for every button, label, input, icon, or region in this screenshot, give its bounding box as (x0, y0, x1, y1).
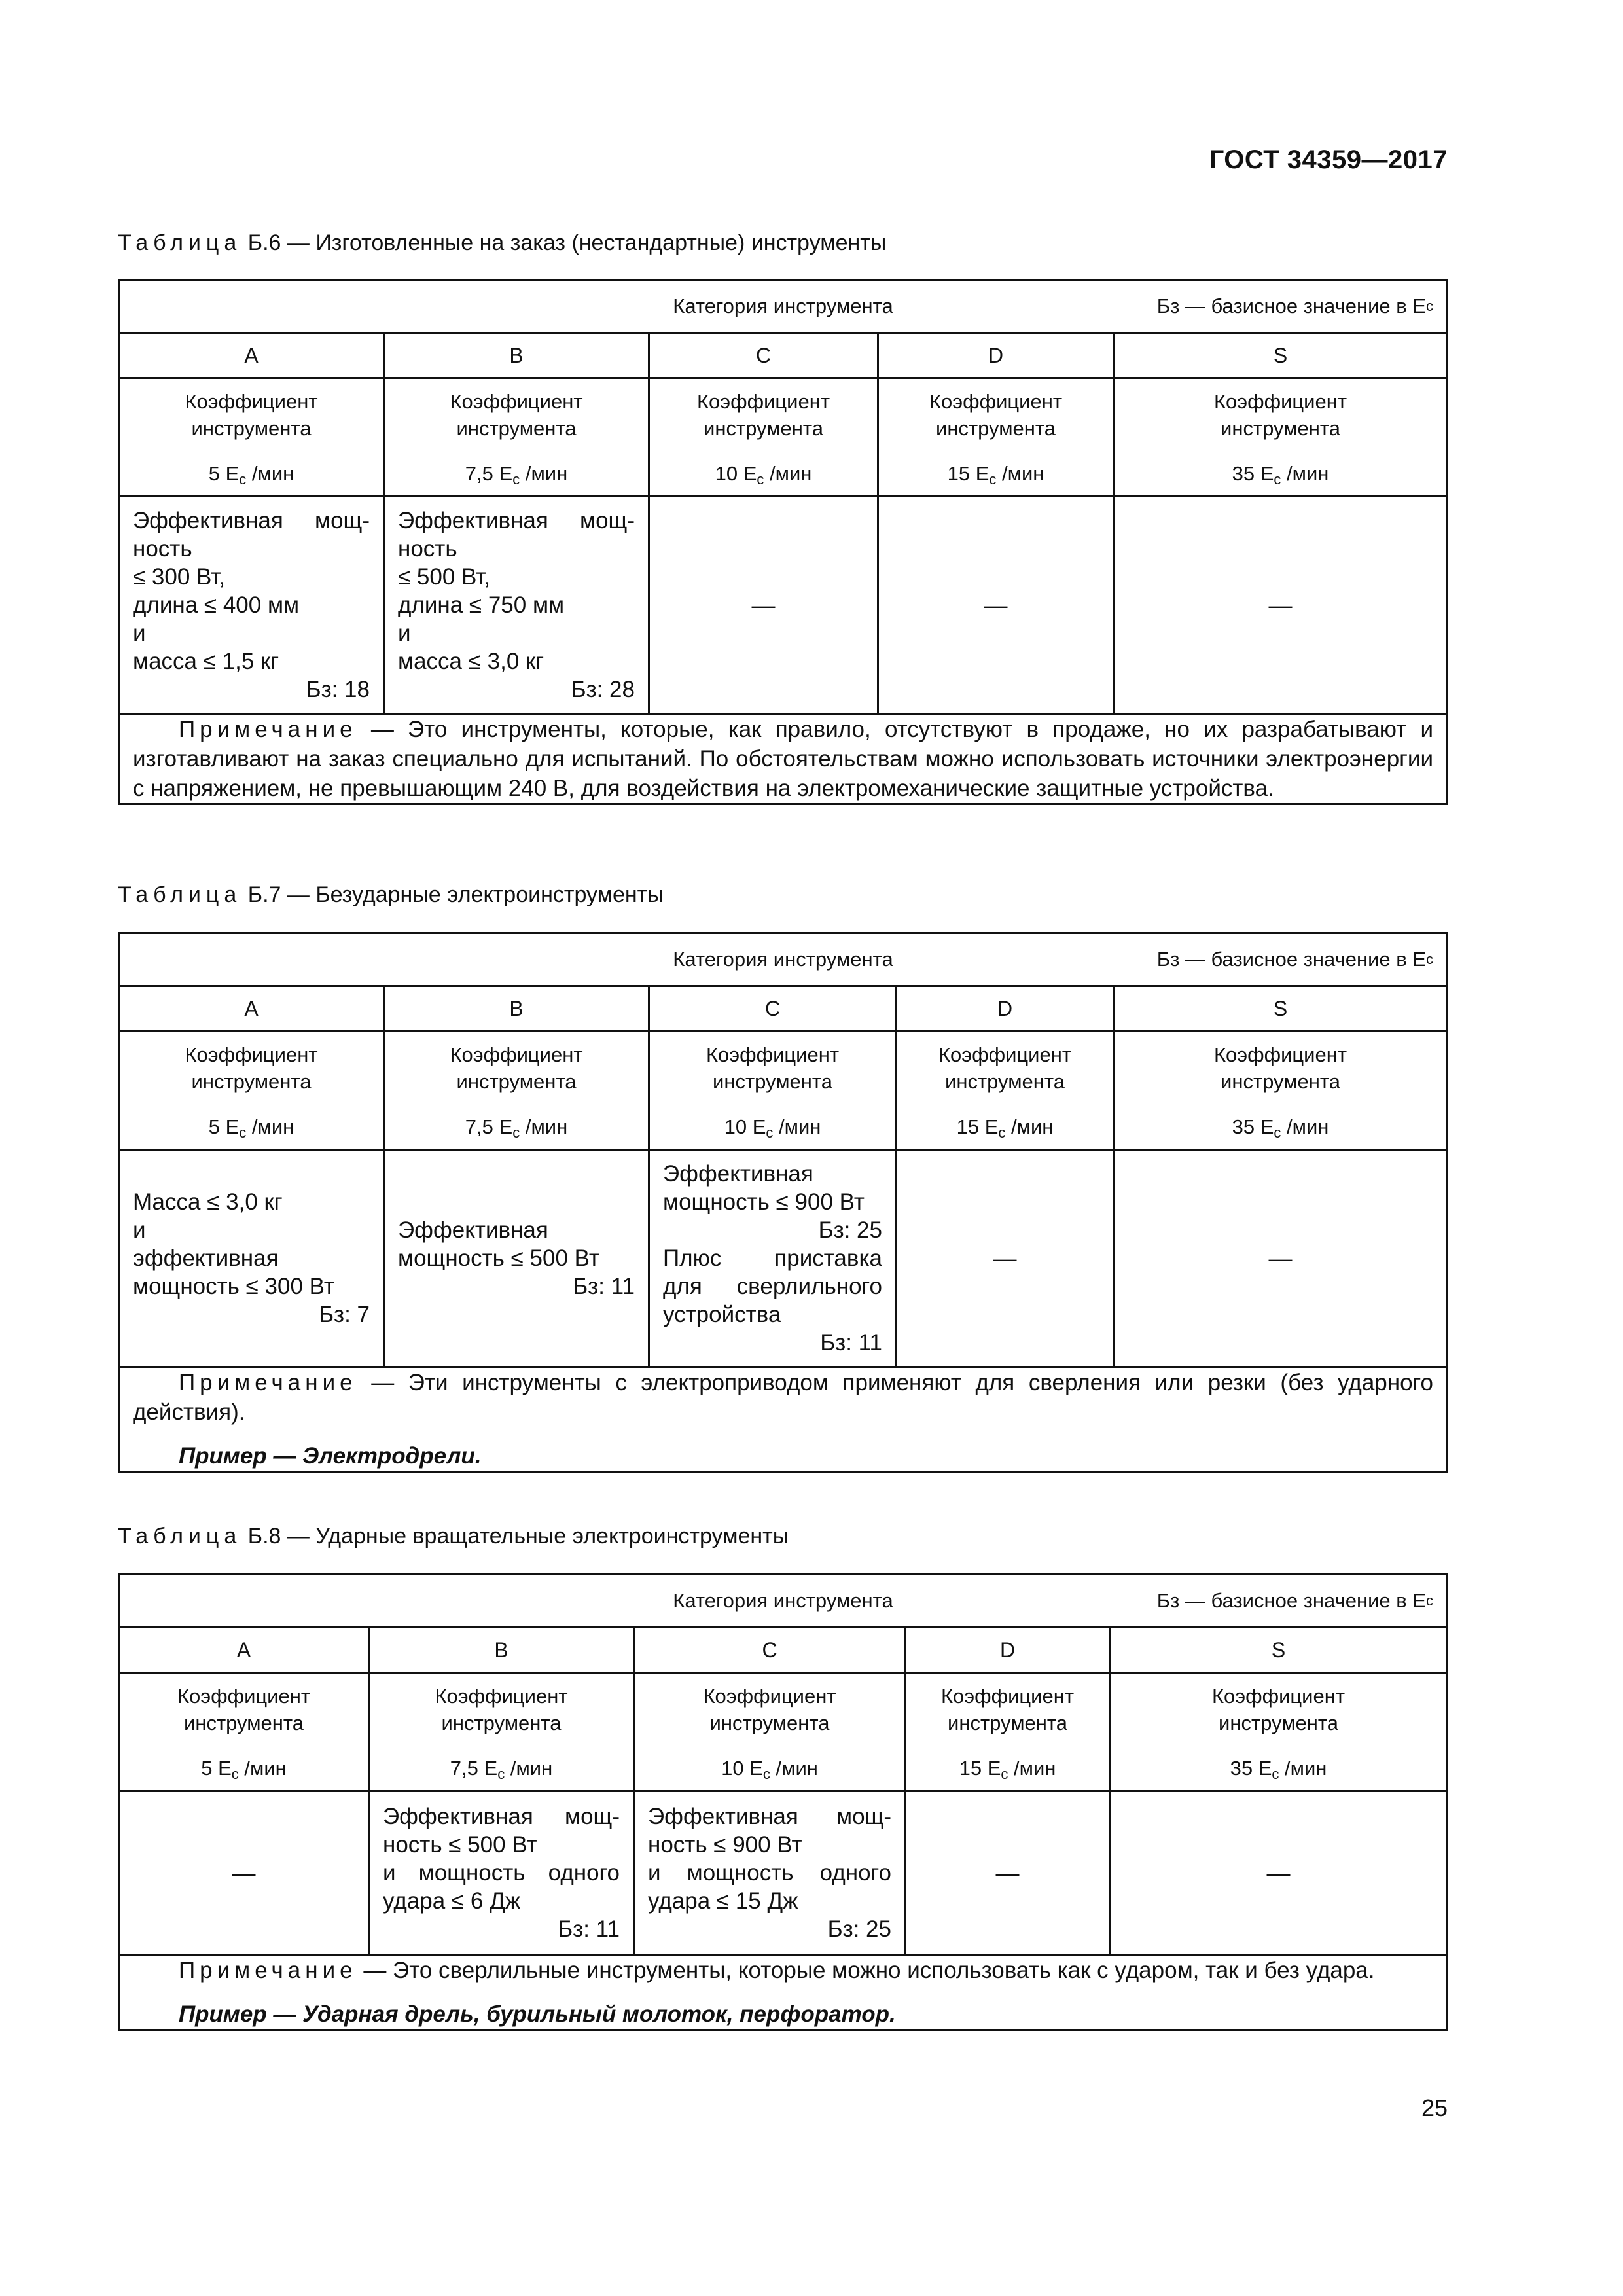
base-value-header: Бз — базисное значение в E c (1156, 1589, 1434, 1612)
base-value: Бз: 11 (573, 1274, 635, 1299)
category-s: S (1114, 333, 1448, 378)
cell-b: Эффективная мощ- ность ≤ 500 Вт, длина ≤ 750 мм и масса ≤ 3,0 кг Бз: 28 (384, 497, 649, 714)
category-c: C (634, 1628, 906, 1673)
caption-label: Таблица (118, 882, 242, 907)
coef-d: Коэффициент инструмента 15 $E_c$ /мин (897, 1031, 1114, 1150)
category-b: B (369, 1628, 634, 1673)
table-note: Примечание — Это инструменты, которые, как правило, отсутствуют в продаже, но их разрабатывают и изготавливают на заказ специально для испытаний. По обстоятельствам можно использовать источники электроэнергии с напряжением, не превышающим 240 В, для воздействия на электромеханические защитные устройства. (119, 714, 1448, 804)
table-caption-b8 (118, 1524, 789, 1549)
category-s: S (1110, 1628, 1448, 1673)
table-caption-b6 (118, 230, 886, 256)
caption-label: Таблица (118, 1524, 242, 1549)
category-a: A (119, 333, 384, 378)
cell-c: — (649, 497, 878, 714)
category-header: Категория инструмента (673, 948, 893, 971)
page-number: 25 (1421, 2094, 1448, 2121)
caption-label: Таблица (118, 230, 242, 255)
table-note: Примечание — Это сверлильные инструменты, которые можно использовать как с ударом, так и без удара. Пример — Ударная дрель, бурильный молоток, перфоратор. (119, 1955, 1448, 2030)
category-a: A (119, 1628, 369, 1673)
category-header: Категория инструмента (673, 295, 893, 317)
standard-designation: ГОСТ 34359—2017 (1209, 145, 1448, 174)
coef-c: Коэффициент инструмента 10 $E_c$ /мин (649, 378, 878, 497)
base-value: Бз: 11 (820, 1330, 882, 1355)
table-example: Пример — Ударная дрель, бурильный молоток, перфоратор. (179, 2001, 896, 2027)
base-value-header: Бз — базисное значение в E c (1156, 948, 1434, 971)
caption-text: Б.8 — Ударные вращательные электроинструменты (247, 1524, 789, 1549)
coef-c: Коэффициент инструмента 10 $E_c$ /мин (634, 1673, 906, 1791)
table-b8 (118, 1573, 1448, 2031)
base-value-header: Бз — базисное значение в E c (1156, 295, 1434, 317)
coef-b: Коэффициент инструмента 7,5 $E_c$ /мин (384, 1031, 649, 1150)
category-b: B (384, 333, 649, 378)
base-value: Бз: 28 (571, 677, 635, 702)
table-header-row (119, 280, 1448, 333)
category-c: C (649, 333, 878, 378)
table-header-row (119, 933, 1448, 986)
category-d: D (897, 986, 1114, 1031)
coef-c: Коэффициент инструмента 10 $E_c$ /мин (649, 1031, 897, 1150)
coef-a: Коэффициент инструмента 5 $E_c$ /мин (119, 1031, 384, 1150)
base-value: Бз: 25 (827, 1916, 891, 1942)
cell-c: Эффективная мощ- ность ≤ 900 Вт и мощность одного удара ≤ 15 Дж Бз: 25 (634, 1791, 906, 1955)
category-b: B (384, 986, 649, 1031)
coef-s: Коэффициент инструмента 35 $E_c$ /мин (1110, 1673, 1448, 1791)
table-caption-b7 (118, 882, 664, 908)
cell-s: — (1110, 1791, 1448, 1955)
category-s: S (1114, 986, 1448, 1031)
category-d: D (906, 1628, 1110, 1673)
cell-d: — (897, 1150, 1114, 1367)
table-b6 (118, 279, 1448, 805)
coef-b: Коэффициент инструмента 7,5 $E_c$ /мин (384, 378, 649, 497)
cell-d: — (878, 497, 1114, 714)
table-note: Примечание — Эти инструменты с электроприводом применяют для сверления или резки (без ударного действия). Пример — Электродрели. (119, 1367, 1448, 1472)
cell-a: — (119, 1791, 369, 1955)
cell-s: — (1114, 497, 1448, 714)
caption-text: Б.6 — Изготовленные на заказ (нестандартные) инструменты (247, 230, 887, 255)
cell-d: — (906, 1791, 1110, 1955)
coef-d: Коэффициент инструмента 15 $E_c$ /мин (906, 1673, 1110, 1791)
base-value: Бз: 25 (818, 1217, 882, 1243)
category-c: C (649, 986, 897, 1031)
coef-a: Коэффициент инструмента 5 $E_c$ /мин (119, 1673, 369, 1791)
category-a: A (119, 986, 384, 1031)
base-value: Бз: 11 (558, 1916, 620, 1942)
coef-a: Коэффициент инструмента 5 $E_c$ /мин (119, 378, 384, 497)
coef-s: Коэффициент инструмента 35 $E_c$ /мин (1114, 1031, 1448, 1150)
table-example: Пример — Электродрели. (179, 1443, 482, 1469)
cell-a: Масса ≤ 3,0 кг и эффективная мощность ≤ 300 Вт Бз: 7 (119, 1150, 384, 1367)
table-b7 (118, 932, 1448, 1473)
cell-s: — (1114, 1150, 1448, 1367)
category-d: D (878, 333, 1114, 378)
caption-text: Б.7 — Безударные электроинструменты (247, 882, 664, 907)
cell-b: Эффективная мощность ≤ 500 Вт Бз: 11 (384, 1150, 649, 1367)
coef-b: Коэффициент инструмента 7,5 $E_c$ /мин (369, 1673, 634, 1791)
cell-c: Эффективная мощность ≤ 900 Вт Бз: 25 Плюс приставка для сверлильного устройства Бз: 11 (649, 1150, 897, 1367)
table-header-row (119, 1575, 1448, 1628)
cell-b: Эффективная мощ- ность ≤ 500 Вт и мощность одного удара ≤ 6 Дж Бз: 11 (369, 1791, 634, 1955)
coef-d: Коэффициент инструмента 15 $E_c$ /мин (878, 378, 1114, 497)
base-value: Бз: 7 (319, 1302, 370, 1327)
coef-s: Коэффициент инструмента 35 $E_c$ /мин (1114, 378, 1448, 497)
base-value: Бз: 18 (306, 677, 370, 702)
category-header: Категория инструмента (673, 1589, 893, 1612)
cell-a: Эффективная мощ- ность ≤ 300 Вт, длина ≤ 400 мм и масса ≤ 1,5 кг Бз: 18 (119, 497, 384, 714)
